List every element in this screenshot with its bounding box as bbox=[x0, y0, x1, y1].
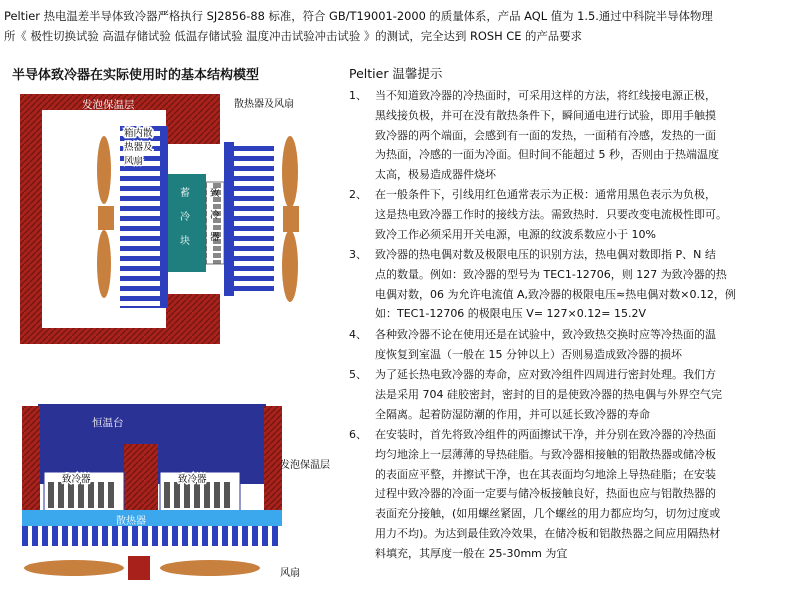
bottom-foam-left bbox=[22, 406, 40, 518]
tip-line: 电偶对数，06 为允许电流值 A,致冷器的极限电压≈热电偶对数×0.12，例 bbox=[375, 287, 736, 301]
tip-line: 在一般条件下，引线用红色通常表示为正极：通常用黑色表示为负极， bbox=[375, 188, 716, 201]
tip-line: 太高，极易造成器件烧坏 bbox=[375, 168, 496, 182]
inner-fan-blade-top bbox=[97, 136, 111, 204]
outer-heatsink-fins bbox=[234, 142, 274, 296]
tip-number: 4、 bbox=[349, 328, 367, 341]
tip-line: 黑线接负极，并可在没有散热条件下，瞬间通电进行试验，即用手触摸 bbox=[375, 108, 716, 122]
bottom-fan-blade-left bbox=[24, 560, 124, 576]
inner-label-line-2: 热器及 bbox=[124, 142, 153, 153]
tips-title: Peltier 温馨提示 bbox=[349, 66, 443, 81]
tip-line: 为了延长热电致冷器的寿命，应对致冷组件四周进行密封处理。我们方 bbox=[375, 368, 716, 381]
cold-block-label-3: 块 bbox=[180, 236, 190, 247]
tip-line: 为热面，冷感的一面为冷面。但时间不能超过 5 秒，否则由于热端温度 bbox=[375, 148, 719, 162]
structure-diagram bbox=[0, 84, 345, 614]
outer-fan-hub bbox=[283, 206, 299, 232]
bottom-heatsink-top bbox=[22, 510, 282, 526]
top-tec-label-3: 器 bbox=[210, 232, 220, 243]
tip-item bbox=[349, 425, 795, 564]
plate-label: 恒温台 bbox=[92, 417, 124, 429]
tip-line: 如：TEC1-12706 的极限电压 V= 127×0.12= 15.2V bbox=[375, 307, 646, 321]
tip-number: 1、 bbox=[349, 89, 367, 102]
intro-line-1: Peltier 热电温差半导体致冷器严格执行 SJ2856-88 标准，符合 GB/T19001-2000 的质量体系，产品 AQL 值为 1.5.通过中科院半导体物理 bbox=[4, 9, 713, 23]
diagram-title: 半导体致冷器在实际使用时的基本结构模型 bbox=[12, 68, 260, 83]
intro-line-2: 所《 极性切换试验 高温存储试验 低温存储试验 温度冲击试验冲击试验 》的测试，完全达到 ROSH CE 的产品要求 bbox=[4, 29, 582, 43]
tip-item bbox=[349, 185, 795, 245]
intro-paragraph bbox=[4, 6, 794, 46]
top-heatsink-fan-label: 散热器及风扇 bbox=[234, 99, 294, 110]
tip-number: 6、 bbox=[349, 428, 367, 441]
tip-line: 致冷器的两个端面，会感到有一面的发热，一面稍有冷感，发热的一面 bbox=[375, 128, 716, 142]
tip-item bbox=[349, 365, 795, 425]
tip-line: 致冷器的热电偶对数及极限电压的识别方法，热电偶对数即指 P、N 结 bbox=[375, 248, 716, 261]
bottom-fan-blade-right bbox=[160, 560, 260, 576]
cold-block-label-1: 蓄 bbox=[180, 188, 190, 199]
inner-heatsink bbox=[120, 126, 164, 308]
tip-line: 当不知道致冷器的冷热面时，可采用这样的方法，将红线接电源正极， bbox=[375, 89, 716, 102]
tip-item bbox=[349, 245, 795, 325]
tip-number: 2、 bbox=[349, 188, 367, 201]
outer-heatsink-base bbox=[224, 142, 234, 296]
inner-label-line-1: 箱内散 bbox=[124, 128, 153, 139]
tip-number: 5、 bbox=[349, 368, 367, 381]
tip-line: 点的数量。例如：致冷器的型号为 TEC1-12706，则 127 为致冷器的热 bbox=[375, 267, 727, 281]
bottom-fan-hub bbox=[128, 556, 150, 580]
top-foam-label: 发泡保温层 bbox=[82, 99, 135, 111]
tip-line: 致冷工作必须采用开关电源，电源的纹波系数应小于 10% bbox=[375, 227, 656, 241]
tip-number: 3、 bbox=[349, 248, 367, 261]
bottom-foam-label: 发泡保温层 bbox=[280, 460, 330, 471]
inner-label-line-3: 风扇 bbox=[124, 156, 144, 167]
inner-fan-blade-bottom bbox=[97, 230, 111, 298]
tip-line: 全隔离。起着防湿防潮的作用，并可以延长致冷器的寿命 bbox=[375, 407, 650, 421]
tip-line: 用力不均)。为达到最佳致冷效果，在储冷板和铝散热器之间应用隔热材 bbox=[375, 526, 721, 540]
bottom-heatsink-fins bbox=[22, 526, 282, 546]
bottom-foam-mid bbox=[124, 444, 158, 518]
tip-item bbox=[349, 325, 795, 365]
tip-line: 料填充，其厚度一般在 25-30mm 为宜 bbox=[375, 546, 568, 560]
top-tec-label-2: 冷 bbox=[210, 210, 220, 221]
tip-line: 度恢复到室温（一般在 15 分钟以上）否则易造成致冷器的损坏 bbox=[375, 347, 682, 361]
tip-item bbox=[349, 86, 795, 185]
outer-fan-blade-top bbox=[282, 136, 298, 208]
tip-line: 的表面应平整，并擦试干净，也在其表面均匀地涂上导热硅脂；在安装 bbox=[375, 467, 716, 481]
tip-line: 过程中致冷器的冷面一定要与储冷板接触良好，热面也应与铝散热器的 bbox=[375, 487, 716, 501]
bottom-tec-left-label: 致冷器 bbox=[62, 474, 91, 485]
bottom-fan-label: 风扇 bbox=[280, 568, 300, 579]
outer-fan-blade-bottom bbox=[282, 230, 298, 302]
tip-line: 各种致冷器不论在使用还是在试验中，致冷致热交换时应等冷热面的温 bbox=[375, 328, 716, 341]
tip-line: 表面充分接触，(如用螺丝紧固，几个螺丝的用力都应均匀，切勿过度或 bbox=[375, 507, 721, 521]
bottom-heatsink-label: 散热器 bbox=[116, 516, 146, 527]
tip-line: 均匀地涂上一层薄薄的导热硅脂。与致冷器相接触的铝散热器或储冷板 bbox=[375, 447, 716, 461]
top-tec-label-1: 致 bbox=[210, 188, 220, 199]
inner-fan-hub bbox=[98, 206, 114, 230]
tip-line: 法是采用 704 硅胶密封，密封的目的是使致冷器的热电偶与外界空气完 bbox=[375, 387, 722, 401]
tip-line: 在安装时，首先将致冷组件的两面擦试干净，并分别在致冷器的冷热面 bbox=[375, 428, 716, 441]
tip-line: 这是热电致冷器工作时的接线方法。需致热时．只要改变电流极性即可。 bbox=[375, 207, 727, 221]
bottom-tec-right-label: 致冷器 bbox=[178, 474, 207, 485]
tips-list bbox=[349, 86, 795, 564]
cold-block-label-2: 冷 bbox=[180, 212, 190, 223]
